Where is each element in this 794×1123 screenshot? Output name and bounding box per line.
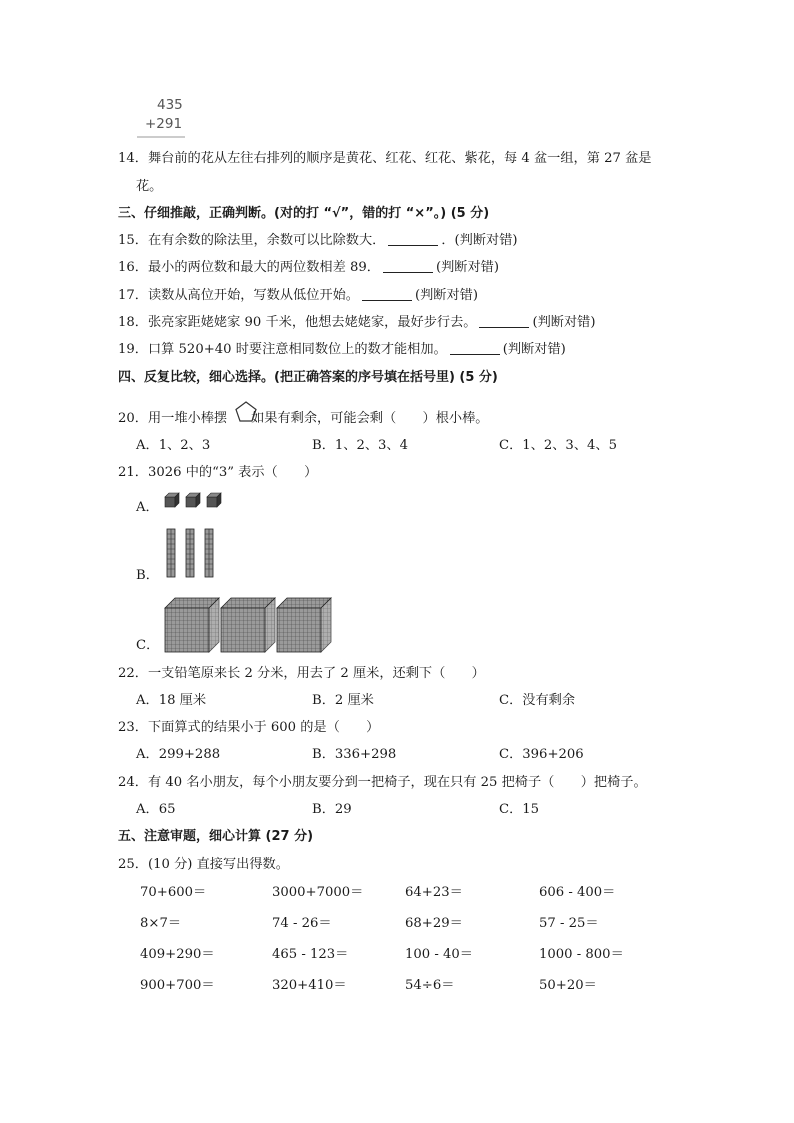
thousand-cubes-icon <box>163 596 333 654</box>
calc-item: 1000 - 800＝ <box>539 947 624 962</box>
ten-rods-icon <box>163 527 223 579</box>
q23-option-a[interactable]: A．299+288 <box>136 747 221 762</box>
question-16-text: 16．最小的两位数和最大的两位数相差 89． <box>118 260 380 275</box>
question-15 <box>118 232 518 250</box>
calc-item: 900+700＝ <box>140 978 215 993</box>
question-17 <box>118 287 478 305</box>
small-cubes-icon <box>163 492 225 510</box>
q20-option-b[interactable]: B．1、2、3、4 <box>312 438 409 453</box>
answer-blank-18[interactable] <box>479 314 529 328</box>
question-23: 23．下面算式的结果小于 600 的是（ ） <box>118 720 380 735</box>
question-15-text: 15．在有余数的除法里，余数可以比除数大． <box>118 233 386 248</box>
addend-top: 435 <box>157 97 183 113</box>
question-18-suffix: (判断对错) <box>532 315 596 330</box>
question-19-text: 19．口算 520+40 时要注意相同数位上的数才能相加。 <box>118 342 447 357</box>
calc-item: 57 - 25＝ <box>539 916 599 931</box>
calc-item: 100 - 40＝ <box>405 947 473 962</box>
q24-option-a[interactable]: A．65 <box>136 802 176 817</box>
answer-blank-19[interactable] <box>450 341 500 355</box>
question-19-suffix: (判断对错) <box>502 342 566 357</box>
calc-item: 50+20＝ <box>539 978 597 993</box>
q22-option-c[interactable]: C．没有剩余 <box>499 693 576 708</box>
pentagon-shape <box>234 400 258 424</box>
q23-option-b[interactable]: B．336+298 <box>312 747 397 762</box>
question-18-text: 18．张亮家距姥姥家 90 千米，他想去姥姥家，最好步行去。 <box>118 315 477 330</box>
q22-option-b[interactable]: B．2 厘米 <box>312 693 374 708</box>
section-5-heading: 五、注意审题，细心计算 (27 分) <box>118 829 314 844</box>
question-24: 24．有 40 名小朋友，每个小朋友要分到一把椅子，现在只有 25 把椅子（ ）把椅子。 <box>118 775 647 790</box>
answer-blank-17[interactable] <box>362 287 412 301</box>
calc-item: 409+290＝ <box>140 947 215 962</box>
calc-item: 3000+7000＝ <box>272 885 364 900</box>
question-22: 22．一支铅笔原来长 2 分米，用去了 2 厘米，还剩下（ ） <box>118 666 485 681</box>
question-18 <box>118 314 596 332</box>
q22-option-a[interactable]: A．18 厘米 <box>136 693 207 708</box>
question-19 <box>118 341 566 359</box>
question-16 <box>118 259 499 277</box>
calc-item: 465 - 123＝ <box>272 947 349 962</box>
question-20-prefix: 20．用一堆小棒摆 <box>118 411 228 426</box>
q21-option-a[interactable]: A． <box>136 500 159 515</box>
answer-blank-15[interactable] <box>388 232 438 246</box>
q24-option-c[interactable]: C．15 <box>499 802 540 817</box>
calc-item: 606 - 400＝ <box>539 885 616 900</box>
answer-blank-16[interactable] <box>383 259 433 273</box>
vertical-addition <box>143 96 183 133</box>
question-16-suffix: (判断对错) <box>435 260 499 275</box>
q24-option-b[interactable]: B．29 <box>312 802 352 817</box>
section-3-heading: 三、仔细推敲，正确判断。(对的打 “√”，错的打 “×”。) (5 分) <box>118 206 490 221</box>
question-25: 25．(10 分) 直接写出得数。 <box>118 857 289 872</box>
q20-option-c[interactable]: C．1、2、3、4、5 <box>499 438 617 453</box>
addend-bottom: +291 <box>145 116 183 132</box>
calc-item: 8×7＝ <box>140 916 182 931</box>
section-4-heading: 四、反复比较，细心选择。(把正确答案的序号填在括号里) (5 分) <box>118 370 498 385</box>
question-21: 21．3026 中的“3” 表示（ ） <box>118 465 318 480</box>
q23-option-c[interactable]: C．396+206 <box>499 747 584 762</box>
question-14-line1: 14．舞台前的花从左往右排列的顺序是黄花、红花、红花、紫花，每 4 盆一组，第 27 盆是 <box>118 151 652 166</box>
calc-item: 70+600＝ <box>140 885 207 900</box>
question-17-text: 17．读数从高位开始，写数从低位开始。 <box>118 288 359 303</box>
calc-item: 74 - 26＝ <box>272 916 332 931</box>
question-17-suffix: (判断对错) <box>414 288 479 303</box>
question-20 <box>118 410 488 428</box>
q21-option-b[interactable]: B． <box>136 568 159 583</box>
q20-option-a[interactable]: A．1、2、3 <box>136 438 211 453</box>
question-15-suffix: ．(判断对错) <box>441 233 518 248</box>
calc-item: 320+410＝ <box>272 978 347 993</box>
calc-item: 64+23＝ <box>405 885 463 900</box>
question-14-line2: 花。 <box>136 179 163 194</box>
question-20-suffix: 如果有剩余，可能会剩（ ）根小棒。 <box>251 411 489 426</box>
calc-item: 68+29＝ <box>405 916 463 931</box>
calc-item: 54÷6＝ <box>405 978 455 993</box>
q21-option-c[interactable]: C． <box>136 638 160 653</box>
addition-underline <box>137 136 187 139</box>
